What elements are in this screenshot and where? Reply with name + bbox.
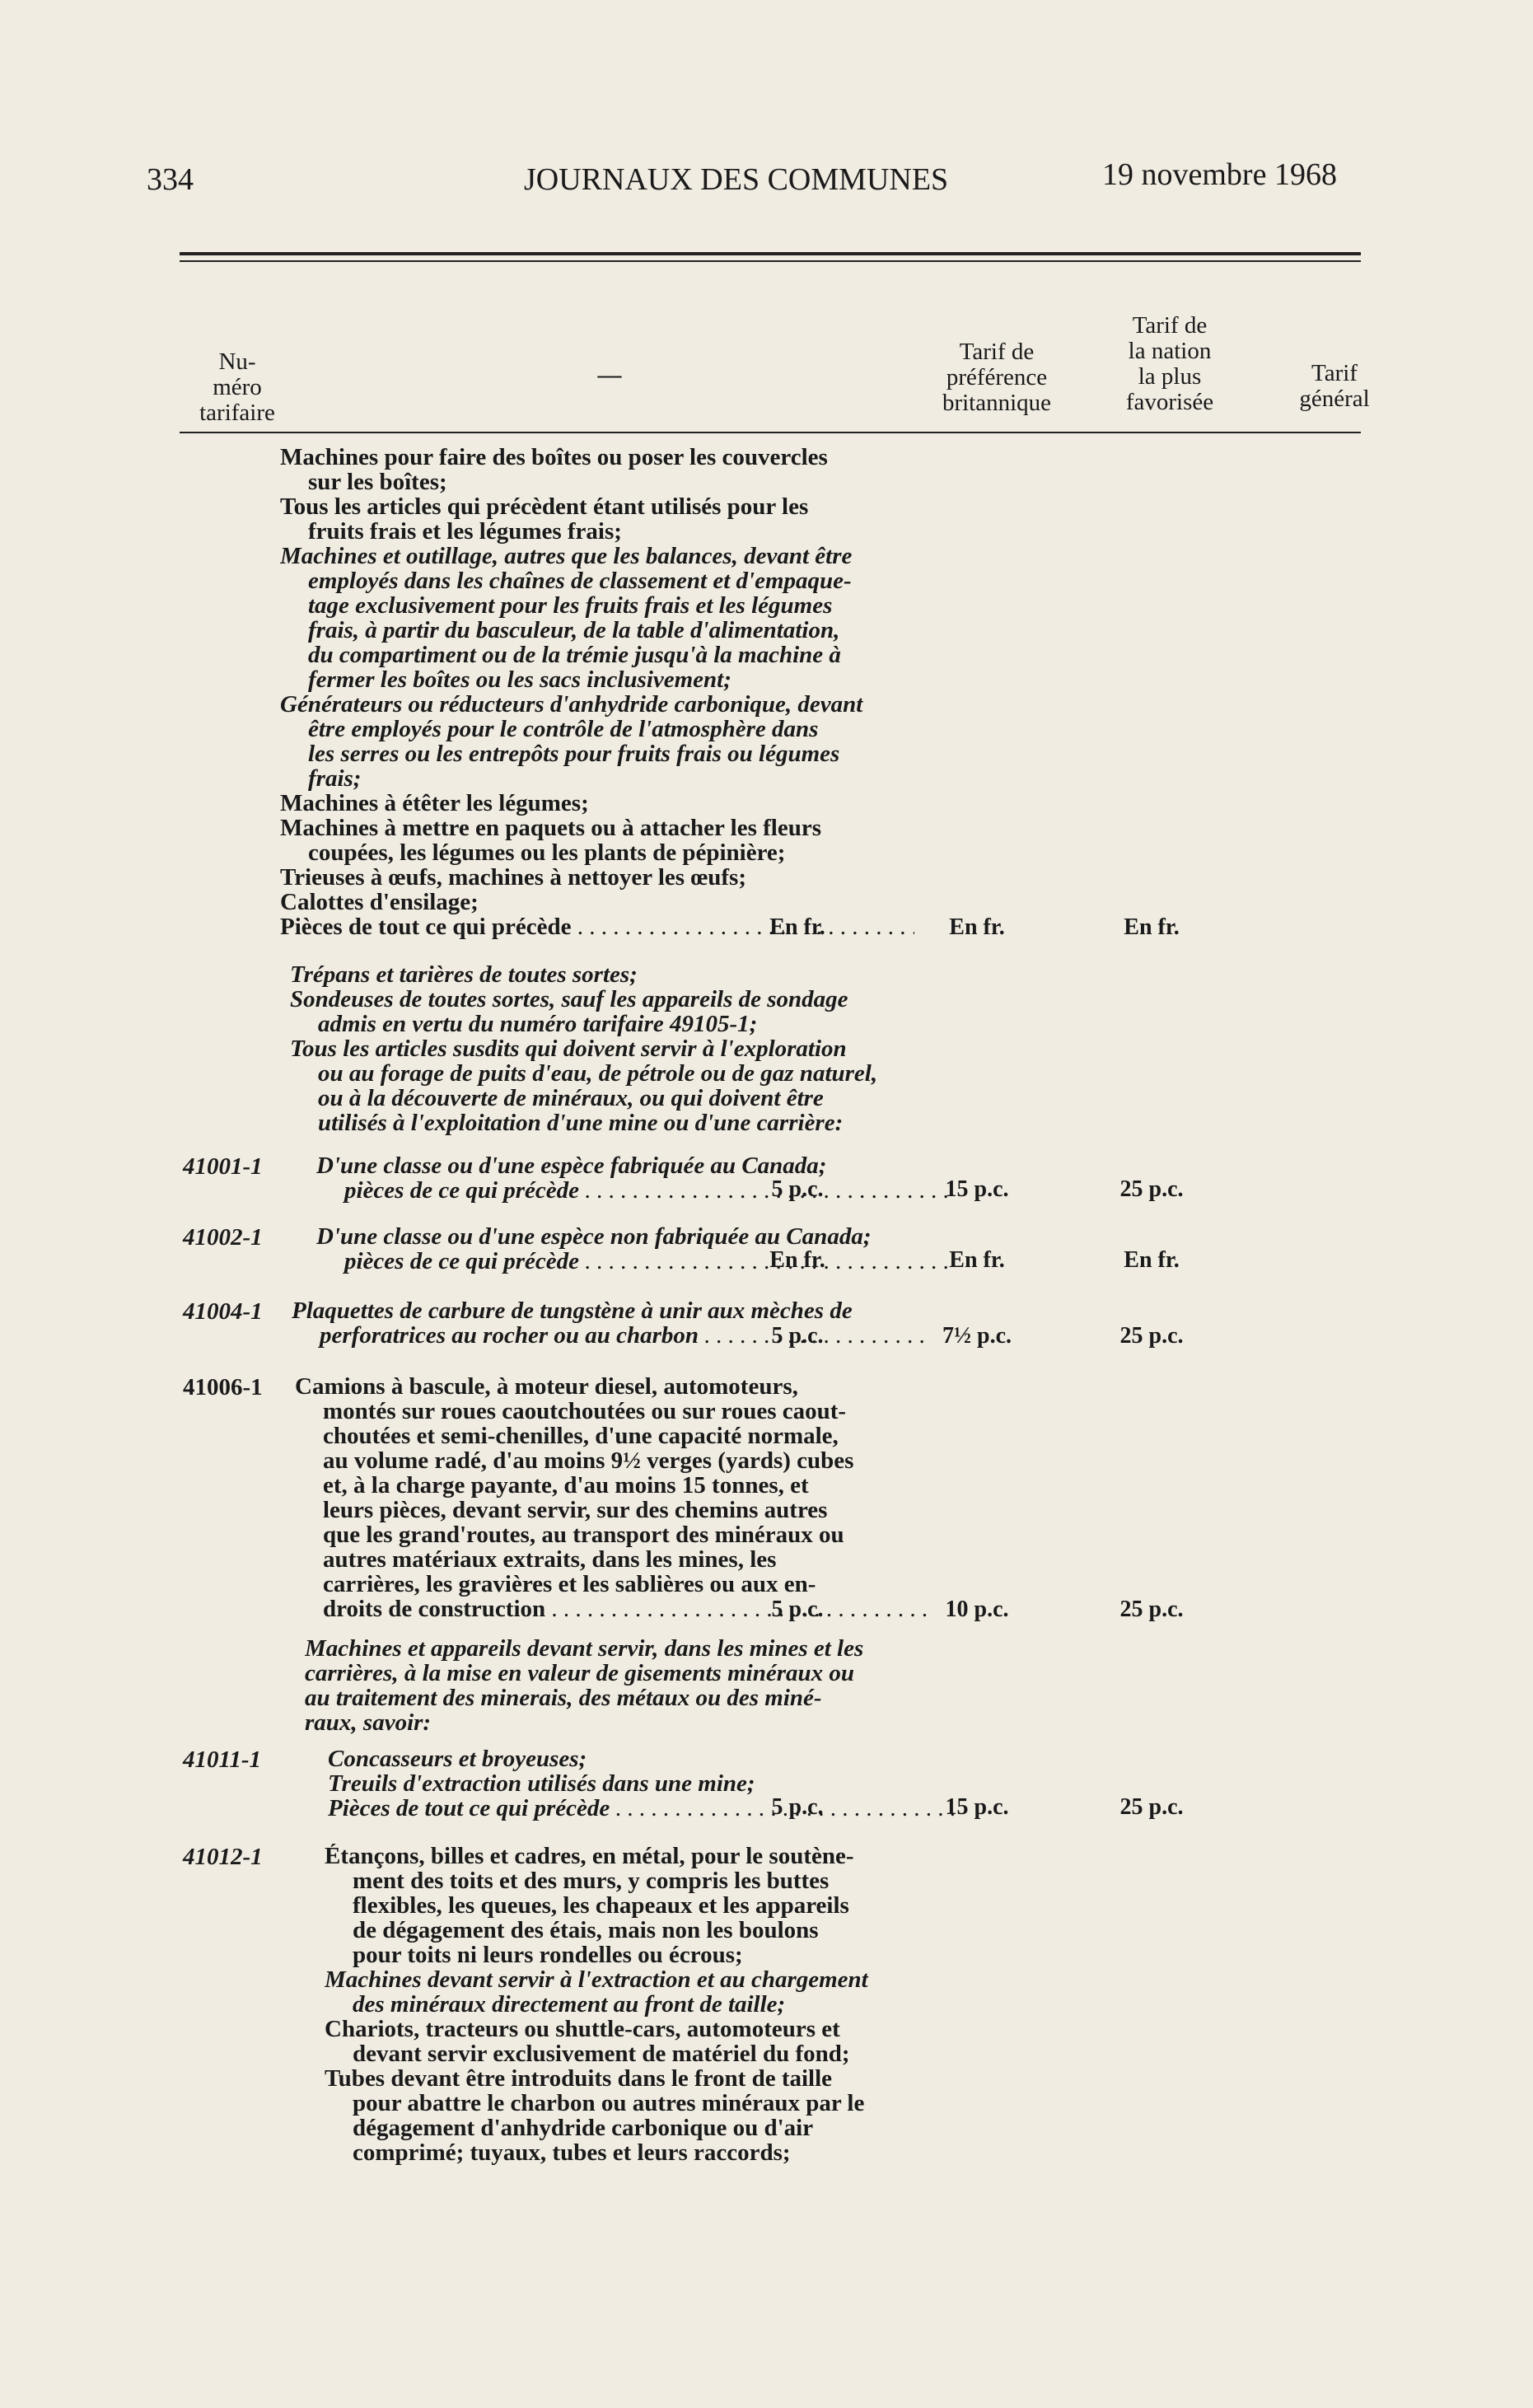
description-line: Machines et appareils devant servir, dans les mines et les (305, 1636, 864, 1661)
tariff-number: 41011-1 (183, 1746, 262, 1773)
description-line: Machines pour faire des boîtes ou poser les couvercles (280, 445, 828, 470)
column-head-number: Nu- méro tarifaire (199, 348, 275, 426)
tariff-number: 41002-1 (183, 1224, 263, 1251)
rate-most-favoured-nation: 7½ p.c. (942, 1323, 1012, 1349)
description-line: Machines devant servir à l'extraction et au chargement (325, 1967, 868, 1992)
column-head-british: Tarif de préférence britannique (942, 339, 1052, 416)
description-line: Machines à étêter les légumes; (280, 791, 589, 816)
description-line: montés sur roues caoutchoutées ou sur roues caout- (323, 1399, 847, 1424)
description-line: fruits frais et les légumes frais; (308, 519, 622, 544)
tariff-description (325, 1844, 959, 2165)
description-line: des minéraux directement au front de taille; (353, 1992, 786, 2017)
description-line: Concasseurs et broyeuses; (328, 1746, 587, 1771)
rate-most-favoured-nation: En fr. (949, 914, 1005, 940)
tariff-description (316, 1153, 951, 1203)
tariff-number: 41006-1 (183, 1374, 263, 1400)
description-line: Tous les articles susdits qui doivent servir à l'exploration (290, 1036, 847, 1061)
tariff-description (328, 1746, 962, 1821)
rate-general: 25 p.c. (1119, 1794, 1184, 1820)
description-line: être employés pour le contrôle de l'atmosphère dans (308, 717, 819, 741)
rate-general: En fr. (1124, 914, 1180, 940)
tariff-number: 41001-1 (183, 1153, 263, 1180)
rate-british-preferential: En fr. (769, 914, 825, 940)
top-rule-thick (180, 252, 1361, 255)
description-line: employés dans les chaînes de classement et d'empaque- (308, 568, 852, 593)
description-line: Machines et outillage, autres que les balances, devant être (280, 544, 853, 568)
rate-british-preferential: 5 p.c. (771, 1597, 824, 1622)
description-line: Chariots, tracteurs ou shuttle-cars, automoteurs et (325, 2017, 840, 2041)
tariff-description (280, 445, 914, 939)
tariff-description (305, 1636, 939, 1735)
description-line: au volume radé, d'au moins 9½ verges (yards) cubes (323, 1448, 854, 1473)
description-line: flexibles, les queues, les chapeaux et les appareils (353, 1893, 849, 1918)
description-line: ment des toits et des murs, y compris les buttes (353, 1868, 830, 1893)
description-line: utilisés à l'exploitation d'une mine ou d'une carrière: (318, 1110, 844, 1135)
tariff-number: 41004-1 (183, 1298, 263, 1325)
description-line: Sondeuses de toutes sortes, sauf les appareils de sondage (290, 987, 848, 1012)
description-line: sur les boîtes; (308, 470, 447, 494)
description-line: Plaquettes de carbure de tungstène à unir aux mèches de (292, 1298, 853, 1323)
description-leader-line: droits de construction . . . (295, 1597, 929, 1621)
description-line: Tous les articles qui précèdent étant utilisés pour les (280, 494, 809, 519)
tariff-description (295, 1374, 929, 1621)
description-line: comprimé; tuyaux, tubes et leurs raccords; (353, 2140, 791, 2165)
rate-general: En fr. (1124, 1247, 1180, 1273)
top-rule-thin (180, 260, 1361, 262)
column-head-mfn: Tarif de la nation la plus favorisée (1125, 312, 1214, 415)
description-line: pour abattre le charbon ou autres minéraux par le (353, 2091, 865, 2116)
description-line: Calottes d'ensilage; (280, 890, 479, 914)
column-head-dash: — (597, 362, 622, 388)
description-leader-line: pièces de ce qui précède . . . (316, 1249, 951, 1274)
tariff-description (290, 962, 924, 1135)
rate-general: 25 p.c. (1119, 1323, 1184, 1349)
description-line: Générateurs ou réducteurs d'anhydride carbonique, devant (280, 692, 863, 717)
description-line: carrières, les gravières et les sablières ou aux en- (323, 1572, 816, 1597)
description-line: carrières, à la mise en valeur de gisements minéraux ou (305, 1661, 854, 1686)
tariff-number: 41012-1 (183, 1844, 263, 1870)
rate-british-preferential: 5 p.c. (771, 1176, 824, 1202)
page-date: 19 novembre 1968 (1102, 157, 1337, 192)
rate-british-preferential: 5 p.c. (771, 1323, 824, 1349)
description-line: raux, savoir: (305, 1710, 432, 1735)
rate-british-preferential: 5 p.c. (771, 1794, 824, 1820)
description-line: de dégagement des étais, mais non les boulons (353, 1918, 819, 1943)
column-head-general: Tarif général (1299, 360, 1370, 412)
description-line: autres matériaux extraits, dans les mines, les (323, 1547, 777, 1572)
description-line: D'une classe ou d'une espèce fabriquée au Canada; (316, 1153, 827, 1178)
description-line: admis en vertu du numéro tarifaire 49105-1; (318, 1012, 758, 1036)
description-line: ou au forage de puits d'eau, de pétrole ou de gaz naturel, (318, 1061, 878, 1086)
description-leader-line: Pièces de tout ce qui précède . . . (328, 1796, 962, 1821)
journal-title: JOURNAUX DES COMMUNES (524, 162, 949, 197)
description-line: coupées, les légumes ou les plants de pépinière; (308, 840, 786, 865)
description-line: au traitement des minerais, des métaux ou des miné- (305, 1686, 822, 1710)
description-leader-line: perforatrices au rocher ou au charbon . . . (292, 1323, 926, 1348)
description-line: Trépans et tarières de toutes sortes; (290, 962, 638, 987)
description-line: Treuils d'extraction utilisés dans une mine; (328, 1771, 755, 1796)
column-head-rule (180, 432, 1361, 433)
rate-most-favoured-nation: En fr. (949, 1247, 1005, 1273)
description-line: tage exclusivement pour les fruits frais et les légumes (308, 593, 833, 618)
description-leader-line: Pièces de tout ce qui précède . . . (280, 914, 914, 939)
description-line: fermer les boîtes ou les sacs inclusivement; (308, 667, 731, 692)
rate-most-favoured-nation: 15 p.c. (945, 1176, 1009, 1202)
description-line: Tubes devant être introduits dans le front de taille (325, 2066, 833, 2091)
description-leader-line: pièces de ce qui précède . . . (316, 1178, 951, 1203)
description-line: et, à la charge payante, d'au moins 15 tonnes, et (323, 1473, 809, 1498)
description-line: les serres ou les entrepôts pour fruits frais ou légumes (308, 741, 840, 766)
rate-most-favoured-nation: 15 p.c. (945, 1794, 1009, 1820)
rate-general: 25 p.c. (1119, 1597, 1184, 1622)
description-line: frais, à partir du basculeur, de la table d'alimentation, (308, 618, 840, 643)
description-line: leurs pièces, devant servir, sur des chemins autres (323, 1498, 828, 1522)
description-line: Machines à mettre en paquets ou à attacher les fleurs (280, 816, 821, 840)
description-line: choutées et semi-chenilles, d'une capacité normale, (323, 1424, 839, 1448)
description-line: dégagement d'anhydride carbonique ou d'air (353, 2116, 814, 2140)
description-line: que les grand'routes, au transport des minéraux ou (323, 1522, 844, 1547)
description-line: Camions à bascule, à moteur diesel, automoteurs, (295, 1374, 798, 1399)
description-line: pour toits ni leurs rondelles ou écrous; (353, 1943, 743, 1967)
page-number: 334 (147, 162, 194, 197)
tariff-description (316, 1224, 951, 1274)
rate-most-favoured-nation: 10 p.c. (945, 1597, 1009, 1622)
description-line: ou à la découverte de minéraux, ou qui doivent être (318, 1086, 824, 1110)
rate-british-preferential: En fr. (769, 1247, 825, 1273)
description-line: frais; (308, 766, 362, 791)
description-line: devant servir exclusivement de matériel du fond; (353, 2041, 850, 2066)
description-line: D'une classe ou d'une espèce non fabriquée au Canada; (316, 1224, 872, 1249)
description-line: du compartiment ou de la trémie jusqu'à la machine à (308, 643, 841, 667)
rate-general: 25 p.c. (1119, 1176, 1184, 1202)
description-line: Trieuses à œufs, machines à nettoyer les œufs; (280, 865, 746, 890)
description-line: Étançons, billes et cadres, en métal, pour le soutène- (325, 1844, 854, 1868)
